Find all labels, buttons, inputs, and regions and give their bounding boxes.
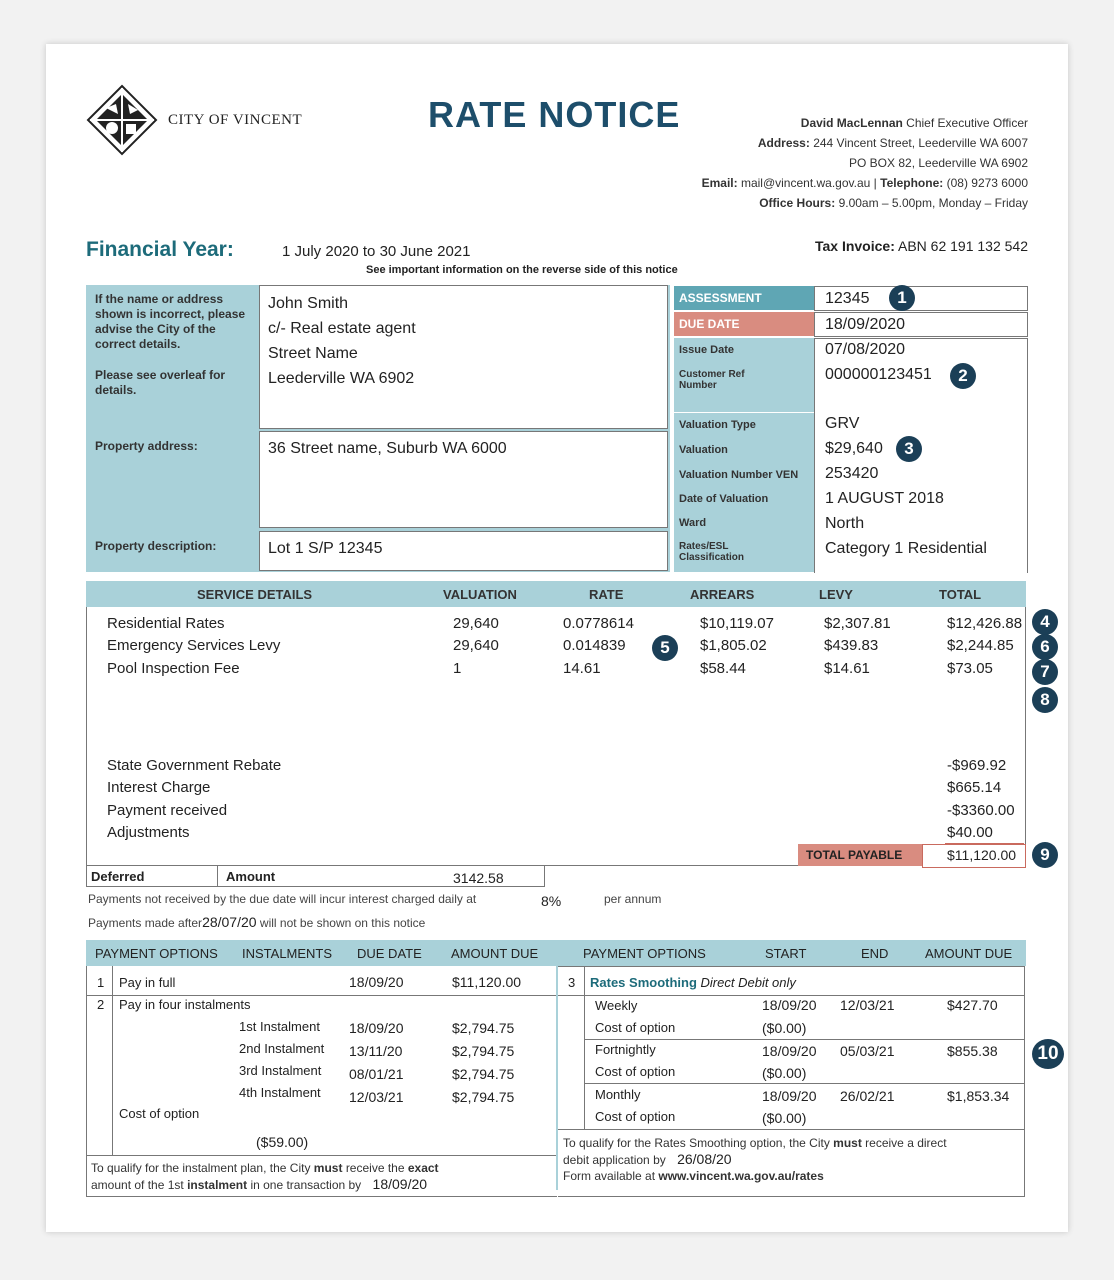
ven-number: 253420 bbox=[825, 465, 879, 482]
city-crest-logo bbox=[86, 84, 158, 156]
instalment-cost: ($59.00) bbox=[256, 1134, 309, 1150]
smoothing-qualify-date: 26/08/20 bbox=[677, 1151, 732, 1167]
instalment-date: 18/09/20 bbox=[349, 1020, 404, 1036]
total-payable-label: TOTAL PAYABLE bbox=[806, 848, 903, 862]
org-name: CITY OF VINCENT bbox=[168, 112, 303, 128]
instalment-cost-label: Cost of option bbox=[119, 1106, 200, 1121]
option-2-label: Pay in four instalments bbox=[119, 997, 251, 1012]
po-header-end: END bbox=[861, 946, 889, 961]
po-box: PO BOX 82, Leederville WA 6902 bbox=[849, 156, 1028, 170]
payments-after-note bbox=[88, 914, 425, 930]
payment-right-bottom-rule bbox=[558, 1129, 1025, 1130]
smoothing-frequency: Fortnightly bbox=[595, 1042, 656, 1057]
assessment-label: ASSESSMENT bbox=[679, 291, 762, 305]
total-header: TOTAL bbox=[939, 587, 982, 602]
valuation-date-label: Date of Valuation bbox=[679, 493, 769, 505]
reverse-side-note: See important information on the reverse side of this notice bbox=[366, 264, 678, 276]
service-row-arrears: $58.44 bbox=[700, 660, 746, 677]
deferred-amount-label: Amount bbox=[226, 869, 276, 884]
smoothing-cost-label: Cost of option bbox=[595, 1064, 676, 1079]
service-row-total: $73.05 bbox=[947, 660, 993, 677]
adjustment-label: Payment received bbox=[107, 802, 228, 819]
smoothing-end: 26/02/21 bbox=[840, 1088, 895, 1104]
payments-after-text: Payments made after bbox=[88, 916, 203, 930]
payment-left-bottom-rule bbox=[86, 1155, 556, 1156]
smoothing-start: 18/09/20 bbox=[762, 997, 817, 1013]
phone-label: Telephone: bbox=[880, 176, 944, 190]
service-row-levy: $2,307.81 bbox=[824, 615, 891, 632]
smoothing-cost: ($0.00) bbox=[762, 1110, 807, 1126]
smoothing-frequency: Monthly bbox=[595, 1087, 641, 1102]
overleaf-note: Please see overleaf for details. bbox=[95, 368, 226, 397]
smoothing-start: 18/09/20 bbox=[762, 1043, 817, 1059]
smoothing-qualify-text-2: receive a direct bbox=[865, 1136, 947, 1150]
rates-form-link[interactable]: www.vincent.wa.gov.au/rates bbox=[658, 1169, 824, 1183]
ven-label: Valuation Number VEN bbox=[679, 469, 799, 481]
total-payable-amount: $11,120.00 bbox=[947, 847, 1017, 863]
payment-right-num-col bbox=[584, 967, 585, 1129]
payments-after-text-2: will not be shown on this notice bbox=[259, 916, 426, 930]
service-row-arrears: $1,805.02 bbox=[700, 637, 767, 654]
instalment-label: 4th Instalment bbox=[239, 1085, 321, 1100]
financial-year-label: Financial Year: bbox=[86, 238, 234, 261]
payment-right-rule bbox=[558, 995, 1025, 996]
instalment-amount: $2,794.75 bbox=[452, 1043, 515, 1059]
option-3-number: 3 bbox=[568, 975, 576, 990]
instalment-qualify-note bbox=[91, 1160, 551, 1193]
service-row-name: Residential Rates bbox=[107, 615, 225, 632]
arrears-header: ARREARS bbox=[690, 587, 755, 602]
service-row-rate: 0.0778614 bbox=[563, 615, 634, 632]
page-title: RATE NOTICE bbox=[428, 94, 681, 135]
service-details-header: SERVICE DETAILS bbox=[197, 587, 313, 602]
instalment-amount: $2,794.75 bbox=[452, 1089, 515, 1105]
service-row-valuation: 1 bbox=[453, 660, 462, 677]
adjustment-amount: -$969.92 bbox=[947, 757, 1007, 774]
badge-7: 7 bbox=[1032, 659, 1058, 685]
deferred-label: Deferred bbox=[91, 869, 145, 884]
instalment-qualify-text: To qualify for the instalment plan, the City bbox=[91, 1161, 311, 1175]
valuation-amount: $29,640 bbox=[825, 440, 883, 457]
payment-right-top-rule bbox=[558, 966, 1025, 967]
valuation-date: 1 AUGUST 2018 bbox=[825, 490, 944, 507]
option-2-number: 2 bbox=[97, 997, 105, 1012]
po-header-start: START bbox=[765, 946, 807, 961]
instalment-qualify-text-2: receive the bbox=[345, 1161, 405, 1175]
property-description: Lot 1 S/P 12345 bbox=[268, 540, 383, 557]
instalment-date: 13/11/20 bbox=[349, 1043, 403, 1059]
address-label: Address: bbox=[757, 136, 810, 150]
issue-date: 07/08/2020 bbox=[825, 341, 906, 358]
ceo-title: Chief Executive Officer bbox=[906, 116, 1028, 130]
rates-smoothing-label: Rates Smoothing bbox=[590, 975, 697, 990]
customer-ref: 000000123451 bbox=[825, 366, 932, 383]
abn: ABN 62 191 132 542 bbox=[898, 238, 1028, 254]
payment-left-rule bbox=[86, 995, 556, 996]
service-row-arrears: $10,119.07 bbox=[700, 615, 774, 632]
service-row-total: $2,244.85 bbox=[947, 637, 1014, 654]
details-divider bbox=[674, 412, 814, 413]
smoothing-start: 18/09/20 bbox=[762, 1088, 817, 1104]
smoothing-amount: $1,853.34 bbox=[947, 1088, 1010, 1104]
smoothing-qualify-text: To qualify for the Rates Smoothing option, the City bbox=[563, 1136, 830, 1150]
valuation-label: Valuation bbox=[679, 444, 728, 456]
valuation-header: VALUATION bbox=[443, 587, 517, 602]
instalment-qualify-date: 18/09/20 bbox=[372, 1176, 428, 1192]
office-hours: 9.00am – 5.00pm, Monday – Friday bbox=[838, 196, 1028, 210]
smoothing-frequency: Weekly bbox=[595, 998, 638, 1013]
incorrect-details-note: If the name or address shown is incorrect, please advise the City of the correct details. bbox=[95, 292, 246, 351]
smoothing-qualify-text-3: debit application by bbox=[563, 1153, 666, 1167]
badge-6: 6 bbox=[1032, 634, 1058, 660]
po-header-instalments: INSTALMENTS bbox=[242, 946, 333, 961]
adjustment-label: State Government Rebate bbox=[107, 757, 282, 774]
separator: | bbox=[873, 176, 877, 190]
property-address: 36 Street name, Suburb WA 6000 bbox=[268, 440, 507, 457]
po-header-amount-due: AMOUNT DUE bbox=[451, 946, 539, 961]
instalment-amount: $2,794.75 bbox=[452, 1020, 515, 1036]
smoothing-cost-label: Cost of option bbox=[595, 1020, 676, 1035]
instalment-label: 2nd Instalment bbox=[239, 1041, 325, 1056]
classification: Category 1 Residential bbox=[825, 540, 987, 557]
service-row-rate: 14.61 bbox=[563, 660, 601, 677]
smoothing-amount: $427.70 bbox=[947, 997, 998, 1013]
owner-address bbox=[268, 291, 416, 391]
property-description-label: Property description: bbox=[95, 539, 217, 553]
smoothing-end: 12/03/21 bbox=[840, 997, 895, 1013]
assessment-number: 12345 bbox=[825, 290, 870, 307]
phone-number: (08) 9273 6000 bbox=[946, 176, 1028, 190]
instalment-label: 3rd Instalment bbox=[239, 1063, 322, 1078]
badge-1: 1 bbox=[889, 285, 915, 311]
fortnightly-rule bbox=[584, 1083, 1025, 1084]
smoothing-qualify-note bbox=[563, 1135, 1023, 1184]
weekly-rule bbox=[584, 1039, 1025, 1040]
smoothing-cost-label: Cost of option bbox=[595, 1109, 676, 1124]
adjustment-amount: -$3360.00 bbox=[947, 802, 1015, 819]
option-1-label: Pay in full bbox=[119, 975, 176, 990]
council-address: 244 Vincent Street, Leederville WA 6007 bbox=[813, 136, 1028, 150]
instalment-qualify-text-3: amount of the 1st bbox=[91, 1178, 184, 1192]
levy-header: LEVY bbox=[819, 587, 853, 602]
smoothing-qualify-must: must bbox=[833, 1136, 862, 1150]
service-row-valuation: 29,640 bbox=[453, 637, 499, 654]
badge-10: 10 bbox=[1032, 1039, 1064, 1069]
instalment-amount: $2,794.75 bbox=[452, 1066, 515, 1082]
due-date: 18/09/2020 bbox=[825, 316, 906, 333]
instalment-label: 1st Instalment bbox=[239, 1019, 320, 1034]
rate-header: RATE bbox=[589, 587, 624, 602]
interest-rate: 8% bbox=[541, 893, 562, 909]
smoothing-amount: $855.38 bbox=[947, 1043, 998, 1059]
po-header-amount-due-right: AMOUNT DUE bbox=[925, 946, 1013, 961]
valuation-type: GRV bbox=[825, 415, 860, 432]
option-1-date: 18/09/20 bbox=[349, 974, 404, 990]
payments-after-date: 28/07/20 bbox=[202, 914, 257, 930]
direct-debit-note: Direct Debit only bbox=[700, 975, 796, 990]
ward-label: Ward bbox=[679, 517, 707, 529]
smoothing-cost: ($0.00) bbox=[762, 1020, 807, 1036]
adjustment-label: Adjustments bbox=[107, 824, 190, 841]
badge-4: 4 bbox=[1032, 609, 1058, 635]
badge-8: 8 bbox=[1032, 687, 1058, 713]
adjustment-amount: $40.00 bbox=[947, 824, 993, 841]
contact-block bbox=[588, 113, 1028, 213]
payment-left-num-col bbox=[112, 966, 113, 1155]
po-header-due-date: DUE DATE bbox=[357, 946, 422, 961]
financial-year-value: 1 July 2020 to 30 June 2021 bbox=[282, 243, 471, 260]
service-row-levy: $439.83 bbox=[824, 637, 879, 654]
tax-invoice-label: Tax Invoice: bbox=[814, 238, 895, 254]
valuation-type-label: Valuation Type bbox=[679, 419, 756, 431]
per-annum: per annum bbox=[604, 892, 662, 906]
service-row-rate: 0.014839 bbox=[563, 637, 626, 654]
issue-date-label: Issue Date bbox=[679, 344, 735, 356]
instalment-qualify-instalment: instalment bbox=[187, 1178, 248, 1192]
form-available-text: Form available at bbox=[563, 1169, 656, 1183]
smoothing-end: 05/03/21 bbox=[840, 1043, 895, 1059]
owner-street: Street Name bbox=[268, 345, 358, 362]
adjustment-label: Interest Charge bbox=[107, 779, 211, 796]
service-row-levy: $14.61 bbox=[824, 660, 870, 677]
interest-note: Payments not received by the due date will incur interest charged daily at bbox=[88, 892, 477, 906]
tax-invoice bbox=[815, 238, 1028, 254]
option-1-number: 1 bbox=[97, 975, 105, 990]
badge-5: 5 bbox=[652, 635, 678, 661]
classification-label: Rates/ESL Classification bbox=[679, 541, 745, 563]
owner-name: John Smith bbox=[268, 295, 349, 312]
email-link[interactable]: mail@vincent.wa.gov.au bbox=[740, 176, 871, 190]
due-date-label: DUE DATE bbox=[679, 317, 740, 331]
service-row-total: $12,426.88 bbox=[947, 615, 1023, 632]
po-header-options: PAYMENT OPTIONS bbox=[95, 946, 218, 961]
option-1-amount: $11,120.00 bbox=[452, 974, 522, 990]
option-3-label bbox=[590, 975, 796, 990]
adjustment-amount: $665.14 bbox=[947, 779, 1002, 796]
service-row-valuation: 29,640 bbox=[453, 615, 499, 632]
service-row-name: Pool Inspection Fee bbox=[107, 660, 240, 677]
instalment-qualify-text-4: in one transaction by bbox=[250, 1178, 362, 1192]
ward: North bbox=[825, 515, 865, 532]
deferred-amount: 3142.58 bbox=[453, 870, 504, 886]
badge-2: 2 bbox=[950, 363, 976, 389]
customer-ref-label: Customer Ref Number bbox=[679, 369, 745, 391]
instalment-qualify-exact: exact bbox=[407, 1161, 439, 1175]
smoothing-cost: ($0.00) bbox=[762, 1065, 807, 1081]
owner-suburb: Leederville WA 6902 bbox=[268, 370, 415, 387]
instalment-date: 12/03/21 bbox=[349, 1089, 404, 1105]
instalment-qualify-must: must bbox=[313, 1161, 343, 1175]
po-header-options-right: PAYMENT OPTIONS bbox=[583, 946, 706, 961]
service-row-name: Emergency Services Levy bbox=[107, 637, 281, 654]
badge-9: 9 bbox=[1032, 842, 1058, 868]
instalment-date: 08/01/21 bbox=[349, 1066, 404, 1082]
badge-3: 3 bbox=[896, 436, 922, 462]
property-address-label: Property address: bbox=[95, 439, 198, 453]
hours-label: Office Hours: bbox=[759, 196, 836, 210]
ceo-name: David MacLennan bbox=[800, 116, 903, 130]
email-label: Email: bbox=[701, 176, 738, 190]
owner-care-of: c/- Real estate agent bbox=[268, 320, 416, 337]
